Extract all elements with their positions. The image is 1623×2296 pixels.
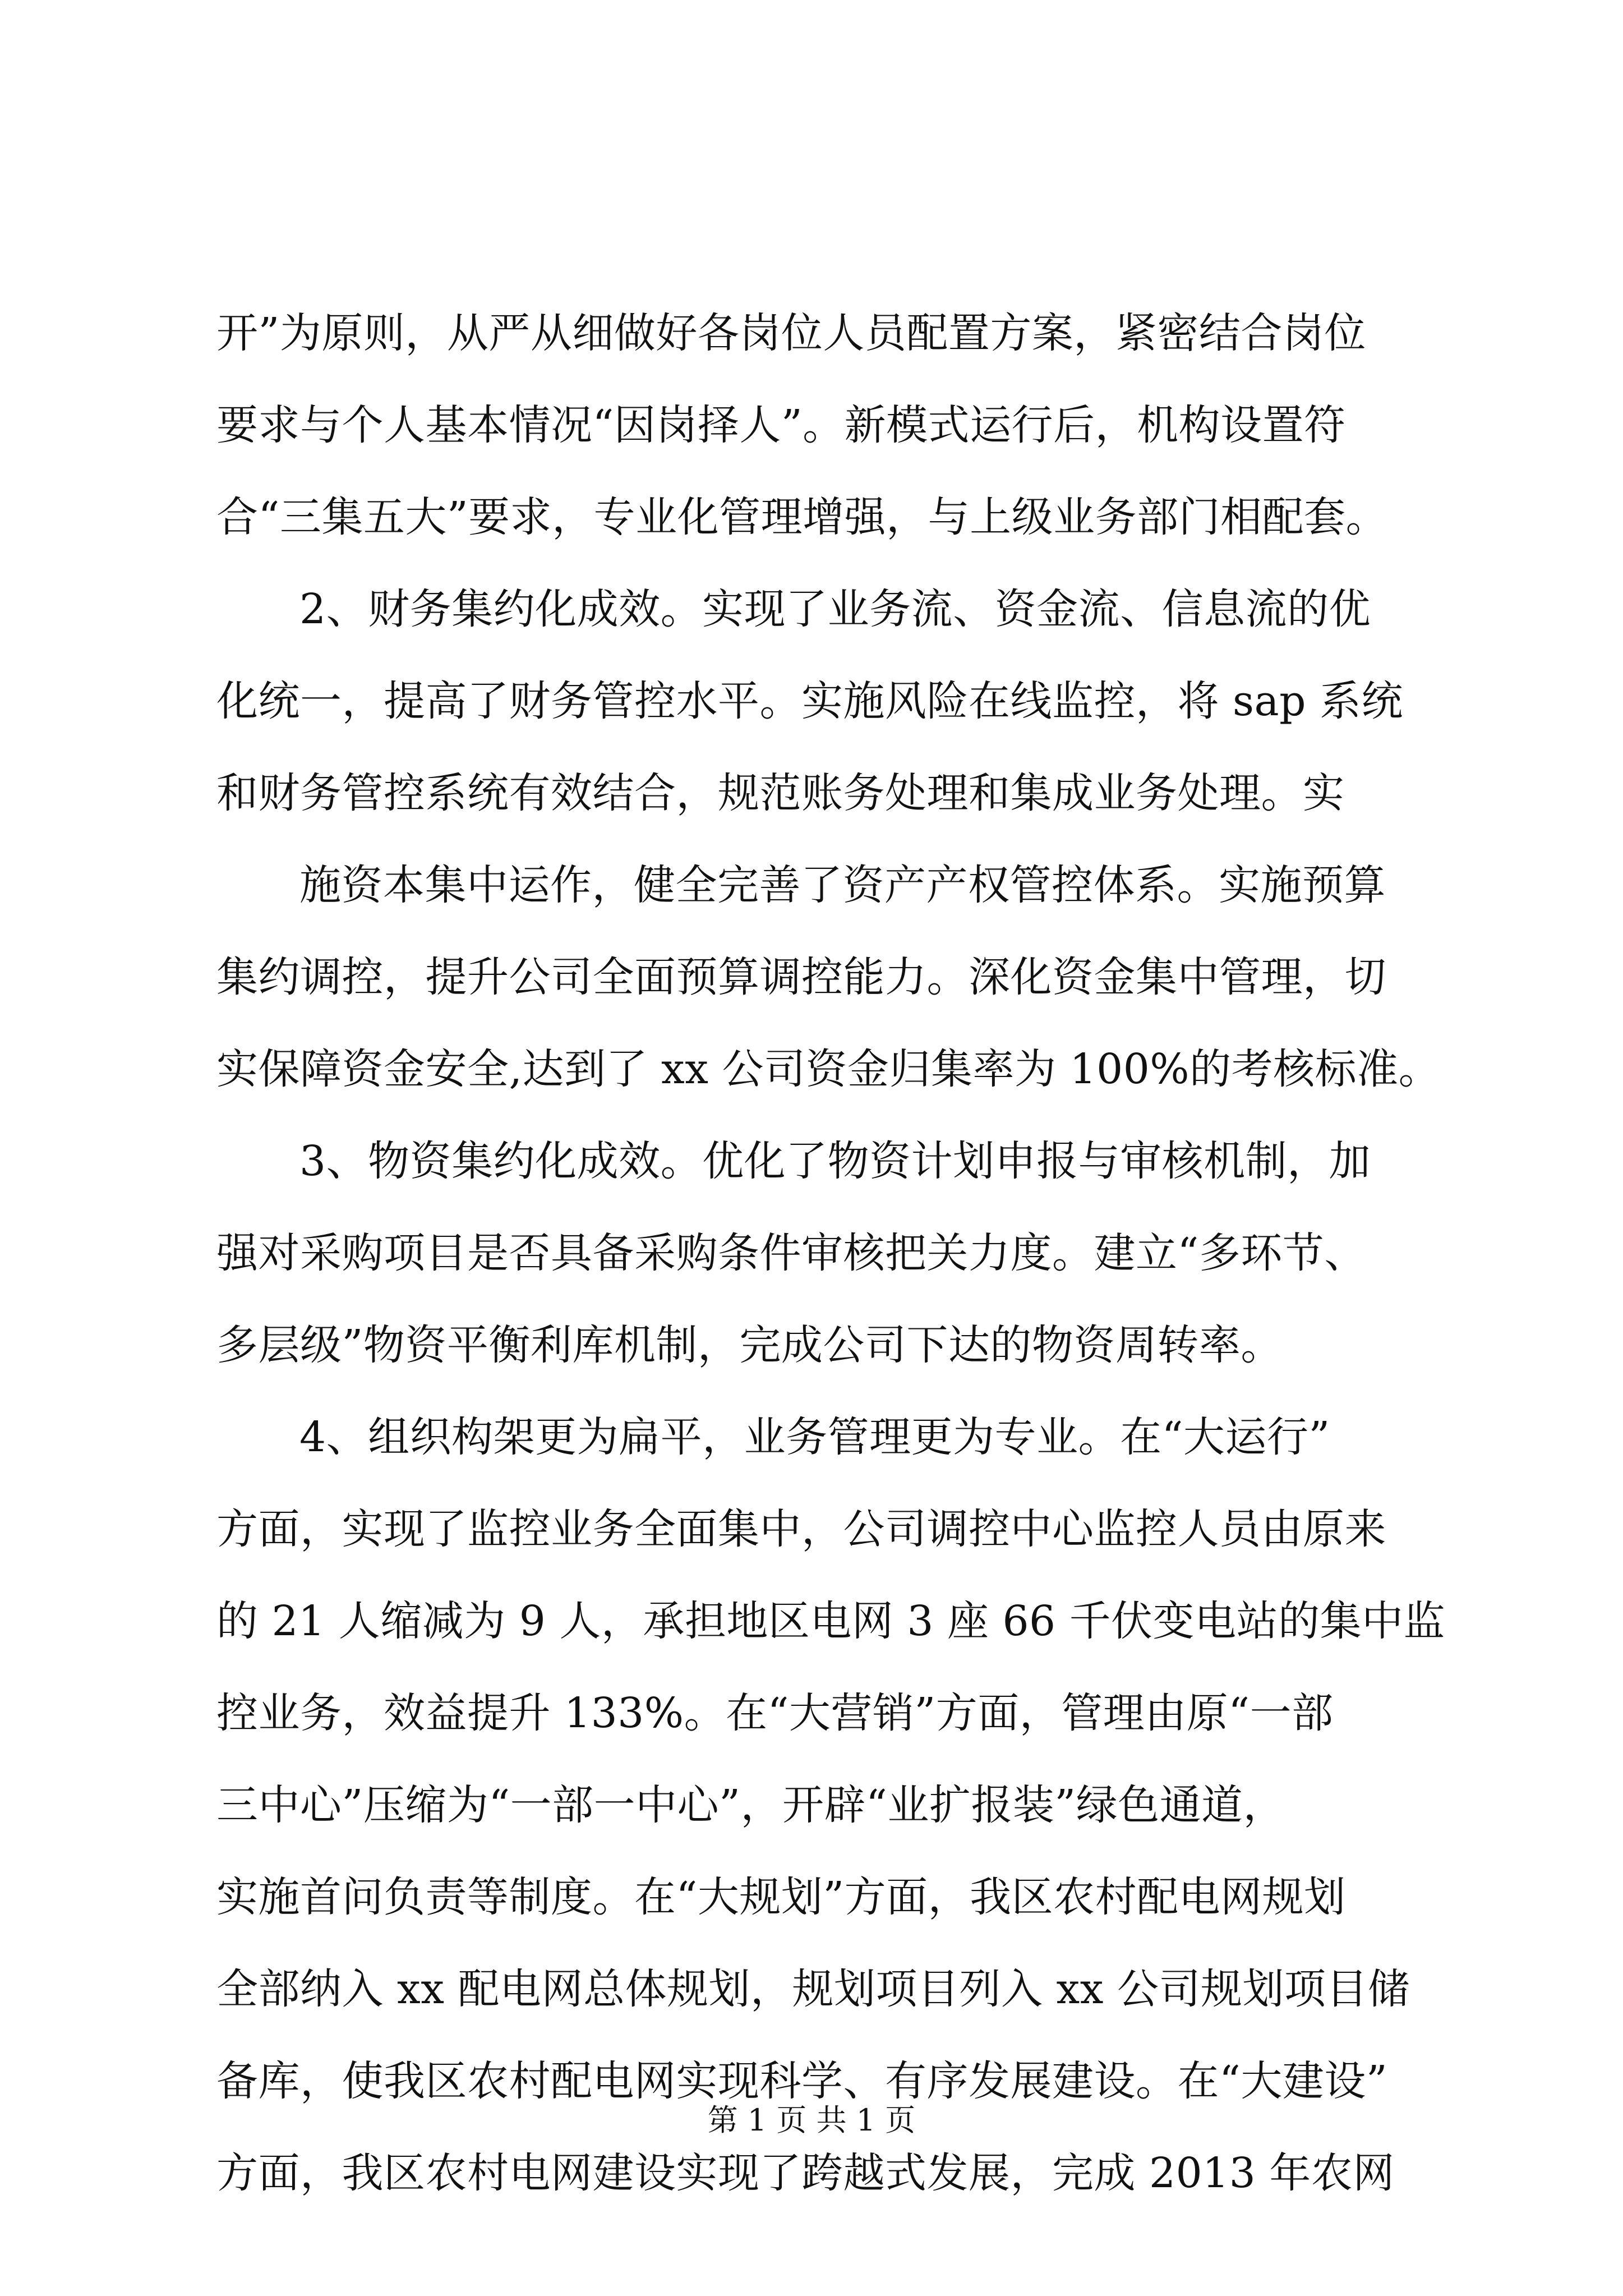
text-line: 2、财务集约化成效。实现了业务流、资金流、信息流的优 bbox=[299, 585, 1371, 633]
text-line: 强对采购项目是否具备采购条件审核把关力度。建立“多环节、 bbox=[216, 1229, 1366, 1277]
text-line: 要求与个人基本情况“因岗择人”。新模式运行后，机构设置符 bbox=[216, 401, 1346, 449]
text-line: 方面，实现了监控业务全面集中，公司调控中心监控人员由原来 bbox=[216, 1505, 1386, 1553]
text-line: 3、物资集约化成效。优化了物资计划申报与审核机制，加 bbox=[299, 1137, 1371, 1185]
text-line: 方面，我区农村电网建设实现了跨越式发展，完成 2013 年农网 bbox=[216, 2149, 1395, 2197]
text-line: 多层级”物资平衡利库机制，完成公司下达的物资周转率。 bbox=[216, 1321, 1283, 1369]
text-line: 备库，使我区农村配电网实现科学、有序发展建设。在“大建设” bbox=[216, 2057, 1388, 2105]
text-line: 集约调控，提升公司全面预算调控能力。深化资金集中管理，切 bbox=[216, 953, 1386, 1001]
text-line: 三中心”压缩为“一部一中心”，开辟“业扩报装”绿色通道， bbox=[216, 1781, 1285, 1829]
text-line: 开”为原则，从严从细做好各岗位人员配置方案，紧密结合岗位 bbox=[216, 309, 1366, 357]
text-line: 4、组织构架更为扁平，业务管理更为专业。在“大运行” bbox=[299, 1413, 1330, 1461]
text-line: 实施首问负责等制度。在“大规划”方面，我区农村配电网规划 bbox=[216, 1873, 1346, 1921]
page-footer bbox=[0, 2101, 1623, 2140]
page-number-label: 第 1 页 共 1 页 bbox=[707, 2102, 916, 2138]
text-line: 和财务管控系统有效结合，规范账务处理和集成业务处理。实 bbox=[216, 769, 1345, 817]
text-line: 的 21 人缩减为 9 人，承担地区电网 3 座 66 千伏变电站的集中监 bbox=[216, 1597, 1446, 1645]
text-line: 控业务，效益提升 133%。在“大营销”方面，管理由原“一部 bbox=[216, 1689, 1334, 1737]
text-line: 化统一，提高了财务管控水平。实施风险在线监控，将 sap 系统 bbox=[216, 677, 1404, 725]
document-body bbox=[216, 287, 1446, 2219]
text-line: 全部纳入 xx 配电网总体规划，规划项目列入 xx 公司规划项目储 bbox=[216, 1965, 1410, 2013]
text-line: 合“三集五大”要求，专业化管理增强，与上级业务部门相配套。 bbox=[216, 493, 1388, 541]
text-line: 实保障资金安全,达到了 xx 公司资金归集率为 100%的考核标准。 bbox=[216, 1045, 1441, 1093]
text-line: 施资本集中运作，健全完善了资产产权管控体系。实施预算 bbox=[299, 861, 1386, 909]
